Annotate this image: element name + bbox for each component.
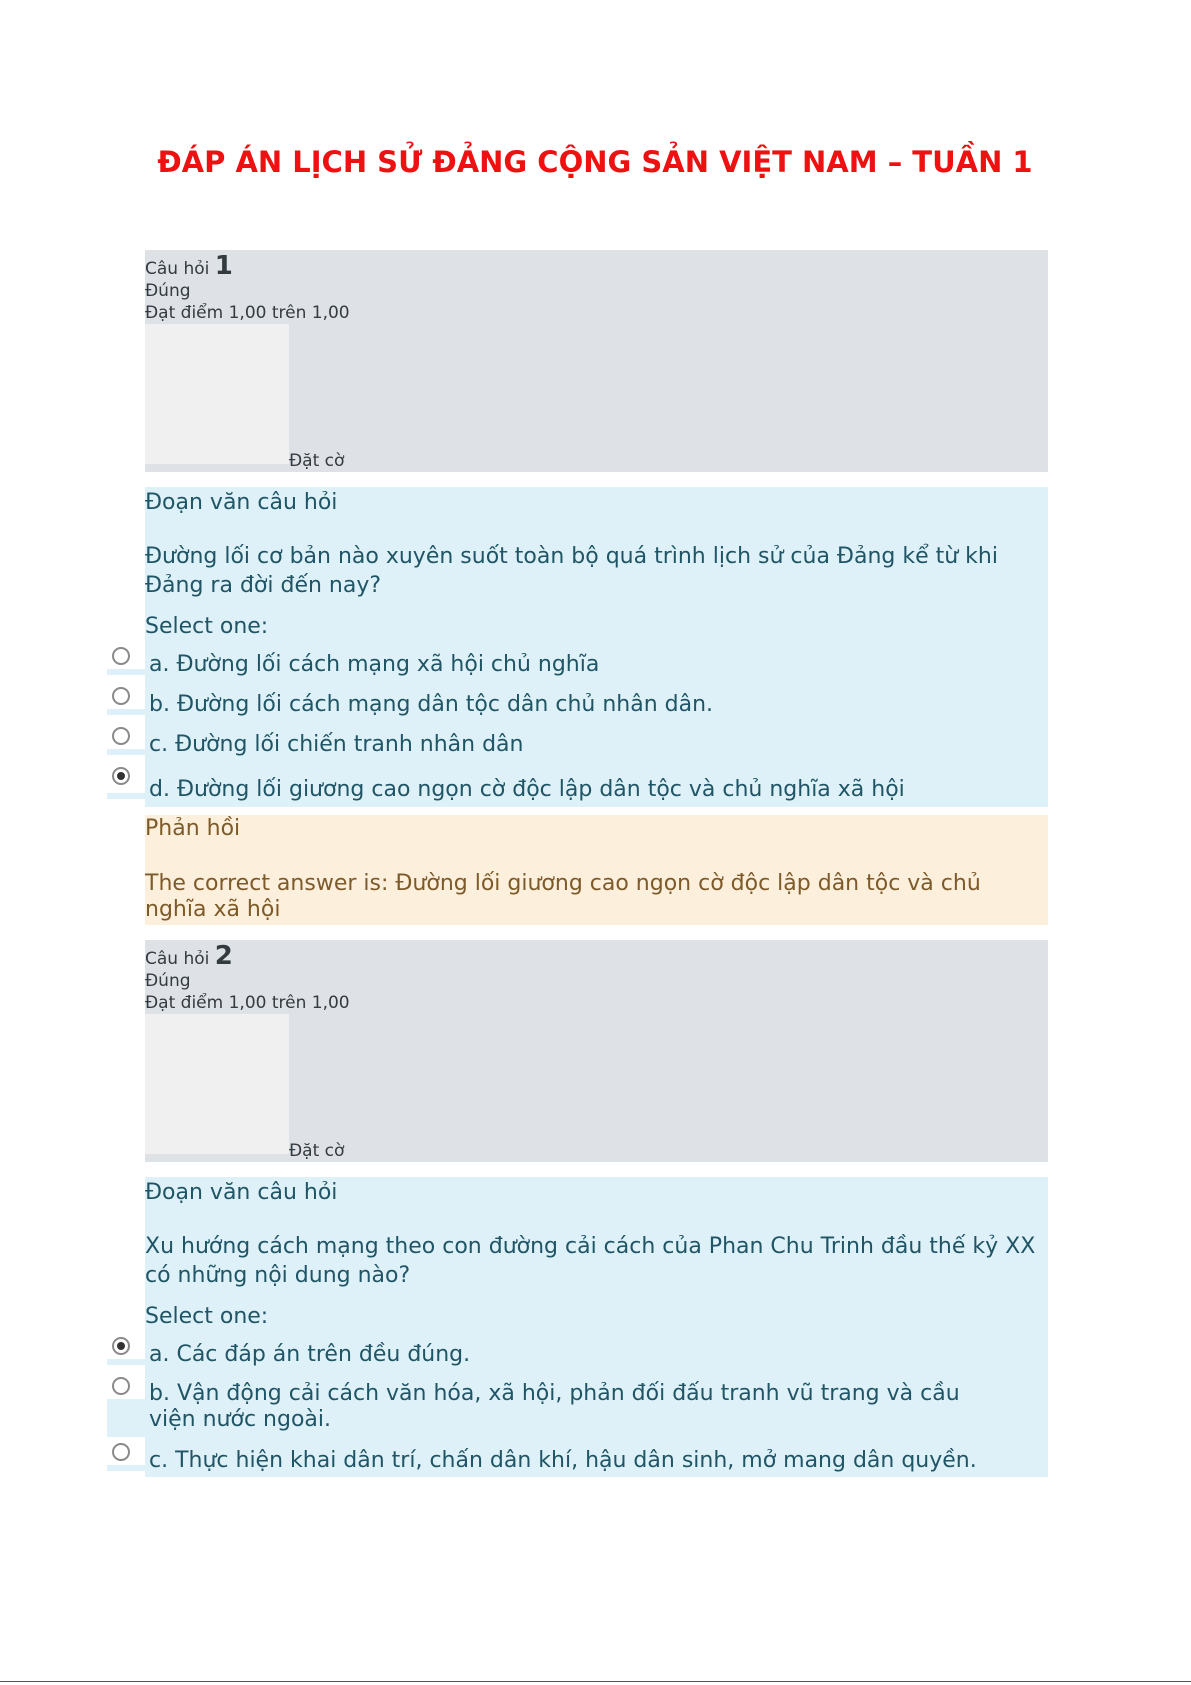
answer-option-label: a. Đường lối cách mạng xã hội chủ nghĩa <box>149 652 600 677</box>
question-number-line <box>145 941 233 971</box>
answer-option-label: c. Thực hiện khai dân trí, chấn dân khí, hậu dân sinh, mở mang dân quyền. <box>149 1448 977 1473</box>
radio-button[interactable] <box>112 1377 130 1395</box>
flag-area <box>145 1014 289 1154</box>
answer-option-label: a. Các đáp án trên đều đúng. <box>149 1342 471 1367</box>
question-number: 1 <box>214 251 233 281</box>
answer-option-label: d. Đường lối giương cao ngọn cờ độc lập dân tộc và chủ nghĩa xã hội <box>149 777 905 802</box>
feedback-heading: Phản hồi <box>145 816 241 841</box>
radio-button[interactable] <box>112 687 130 705</box>
question-number-line <box>145 251 233 281</box>
question-label: Câu hỏi <box>145 949 210 969</box>
radio-button[interactable] <box>112 727 130 745</box>
answer-option-label: b. Đường lối cách mạng dân tộc dân chủ nhân dân. <box>149 692 714 717</box>
question-state: Đúng <box>145 971 191 991</box>
radio-button-selected[interactable] <box>112 767 130 785</box>
question-label: Câu hỏi <box>145 259 210 279</box>
answer-option-label: c. Đường lối chiến tranh nhân dân <box>149 732 524 757</box>
question-text-heading: Đoạn văn câu hỏi <box>145 490 338 515</box>
feedback-box <box>145 815 1048 925</box>
select-one-prompt: Select one: <box>145 614 269 639</box>
radio-button-selected[interactable] <box>112 1337 130 1355</box>
question-grade: Đạt điểm 1,00 trên 1,00 <box>145 993 350 1013</box>
question-text: Đường lối cơ bản nào xuyên suốt toàn bộ quá trình lịch sử của Đảng kể từ khi Đảng ra đời đến nay? <box>145 544 998 598</box>
page-bottom-rule <box>0 1681 1191 1682</box>
question-content-1 <box>145 487 1048 807</box>
question-grade: Đạt điểm 1,00 trên 1,00 <box>145 303 350 323</box>
question-info-2 <box>145 940 1048 1162</box>
select-one-prompt: Select one: <box>145 1304 269 1329</box>
question-text: Xu hướng cách mạng theo con đường cải cách của Phan Chu Trinh đầu thế kỷ XX có những nội dung nào? <box>145 1234 1036 1288</box>
feedback-text: The correct answer is: Đường lối giương cao ngọn cờ độc lập dân tộc và chủ nghĩa xã hội <box>145 871 981 922</box>
flag-question-link[interactable]: Đặt cờ <box>289 451 345 471</box>
answer-option-b[interactable] <box>107 1377 1048 1437</box>
question-text-heading: Đoạn văn câu hỏi <box>145 1180 338 1205</box>
document-title: ĐÁP ÁN LỊCH SỬ ĐẢNG CỘNG SẢN VIỆT NAM – TUẦN 1 <box>157 145 1033 179</box>
question-state: Đúng <box>145 281 191 301</box>
question-number: 2 <box>214 941 233 971</box>
radio-button[interactable] <box>112 647 130 665</box>
flag-question-link[interactable]: Đặt cờ <box>289 1141 345 1161</box>
flag-area <box>145 324 289 464</box>
radio-button[interactable] <box>112 1443 130 1461</box>
answer-option-label: b. Vận động cải cách văn hóa, xã hội, phản đối đấu tranh vũ trang và cầu viện nước ngoài. <box>149 1381 960 1432</box>
question-info-1 <box>145 250 1048 472</box>
question-content-2 <box>145 1177 1048 1477</box>
